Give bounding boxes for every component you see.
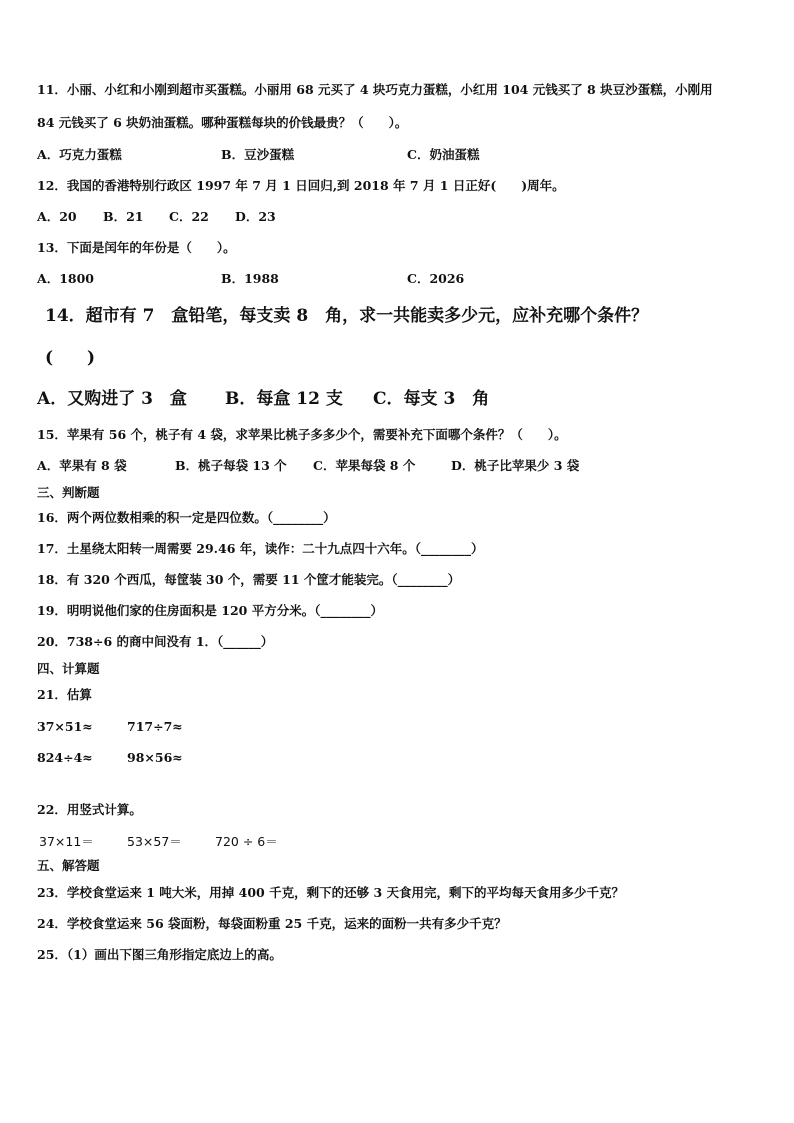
q22-item-2: 53×57＝ xyxy=(127,834,182,849)
q14-line2: ( ) xyxy=(45,348,96,368)
q12-option-d: D．23 xyxy=(235,209,276,224)
q12-text: 12．我国的香港特别行政区 1997 年 7 月 1 日回归,到 2018 年 7 月 1 日正好( )周年。 xyxy=(37,178,565,193)
solve-item-23: 23．学校食堂运来 1 吨大米，用掉 400 千克，剩下的还够 3 天食用完，剩下的平均每天食用多少千克？ xyxy=(37,885,624,900)
solve-item-24: 24．学校食堂运来 56 袋面粉，每袋面粉重 25 千克，运来的面粉一共有多少千克？ xyxy=(37,916,507,931)
q21-item-2: 717÷7≈ xyxy=(127,719,183,734)
q11-line1: 11．小丽、小红和小刚到超市买蛋糕。小丽用 68 元买了 4 块巧克力蛋糕，小红用 104 元钱买了 8 块豆沙蛋糕，小刚用 xyxy=(37,82,713,97)
judge-item-17: 17．土星绕太阳转一周需要 29.46 年，读作：二十九点四十六年。（________） xyxy=(37,541,484,556)
section-heading-calc: 四、计算题 xyxy=(37,661,100,676)
q15-text: 15．苹果有 56 个，桃子有 4 袋，求苹果比桃子多多少个，需要补充下面哪个条件？（ ）。 xyxy=(37,427,567,442)
q15-option-a: A．苹果有 8 袋 xyxy=(37,458,127,473)
judge-item-20: 20．738÷6 的商中间没有 1．（______） xyxy=(37,634,274,649)
q11-line2: 84 元钱买了 6 块奶油蛋糕。哪种蛋糕每块的价钱最贵？（ ）。 xyxy=(37,115,408,130)
q15-option-d: D．桃子比苹果少 3 袋 xyxy=(451,458,580,473)
q21-item-3: 824÷4≈ xyxy=(37,750,93,765)
q21-item-4: 98×56≈ xyxy=(127,750,183,765)
judge-item-16: 16．两个两位数相乘的积一定是四位数。（________） xyxy=(37,510,336,525)
q22-item-1: 37×11＝ xyxy=(39,834,94,849)
q13-option-c: C．2026 xyxy=(407,271,465,286)
judge-item-19: 19．明明说他们家的住房面积是 120 平方分米。（________） xyxy=(37,603,383,618)
q12-option-c: C．22 xyxy=(169,209,209,224)
q14-option-b: B．每盒 12 支 xyxy=(225,389,343,409)
q12-option-a: A．20 xyxy=(37,209,77,224)
q12-option-b: B．21 xyxy=(103,209,144,224)
q14-line1: 14．超市有 7 盒铅笔，每支卖 8 角，求一共能卖多少元，应补充哪个条件？ xyxy=(45,306,649,326)
q22-item-3: 720 ÷ 6＝ xyxy=(215,834,278,849)
q21-title: 21．估算 xyxy=(37,687,92,702)
solve-item-25: 25．（1）画出下图三角形指定底边上的高。 xyxy=(37,947,282,962)
q11-option-c: C．奶油蛋糕 xyxy=(407,147,480,162)
q15-option-c: C．苹果每袋 8 个 xyxy=(313,458,416,473)
q13-text: 13．下面是闰年的年份是（ ）。 xyxy=(37,240,236,255)
section-heading-solve: 五、解答题 xyxy=(37,858,100,873)
q22-title: 22．用竖式计算。 xyxy=(37,802,142,817)
q14-option-a: A．又购进了 3 盒 xyxy=(37,389,187,409)
q11-option-b: B．豆沙蛋糕 xyxy=(221,147,295,162)
q13-option-a: A．1800 xyxy=(37,271,94,286)
q13-option-b: B．1988 xyxy=(221,271,279,286)
section-heading-judge: 三、判断题 xyxy=(37,485,100,500)
q11-option-a: A．巧克力蛋糕 xyxy=(37,147,122,162)
q14-option-c: C．每支 3 角 xyxy=(373,389,490,409)
q15-option-b: B．桃子每袋 13 个 xyxy=(175,458,287,473)
judge-item-18: 18．有 320 个西瓜，每筐装 30 个，需要 11 个筐才能装完。（________） xyxy=(37,572,461,587)
q21-item-1: 37×51≈ xyxy=(37,719,93,734)
